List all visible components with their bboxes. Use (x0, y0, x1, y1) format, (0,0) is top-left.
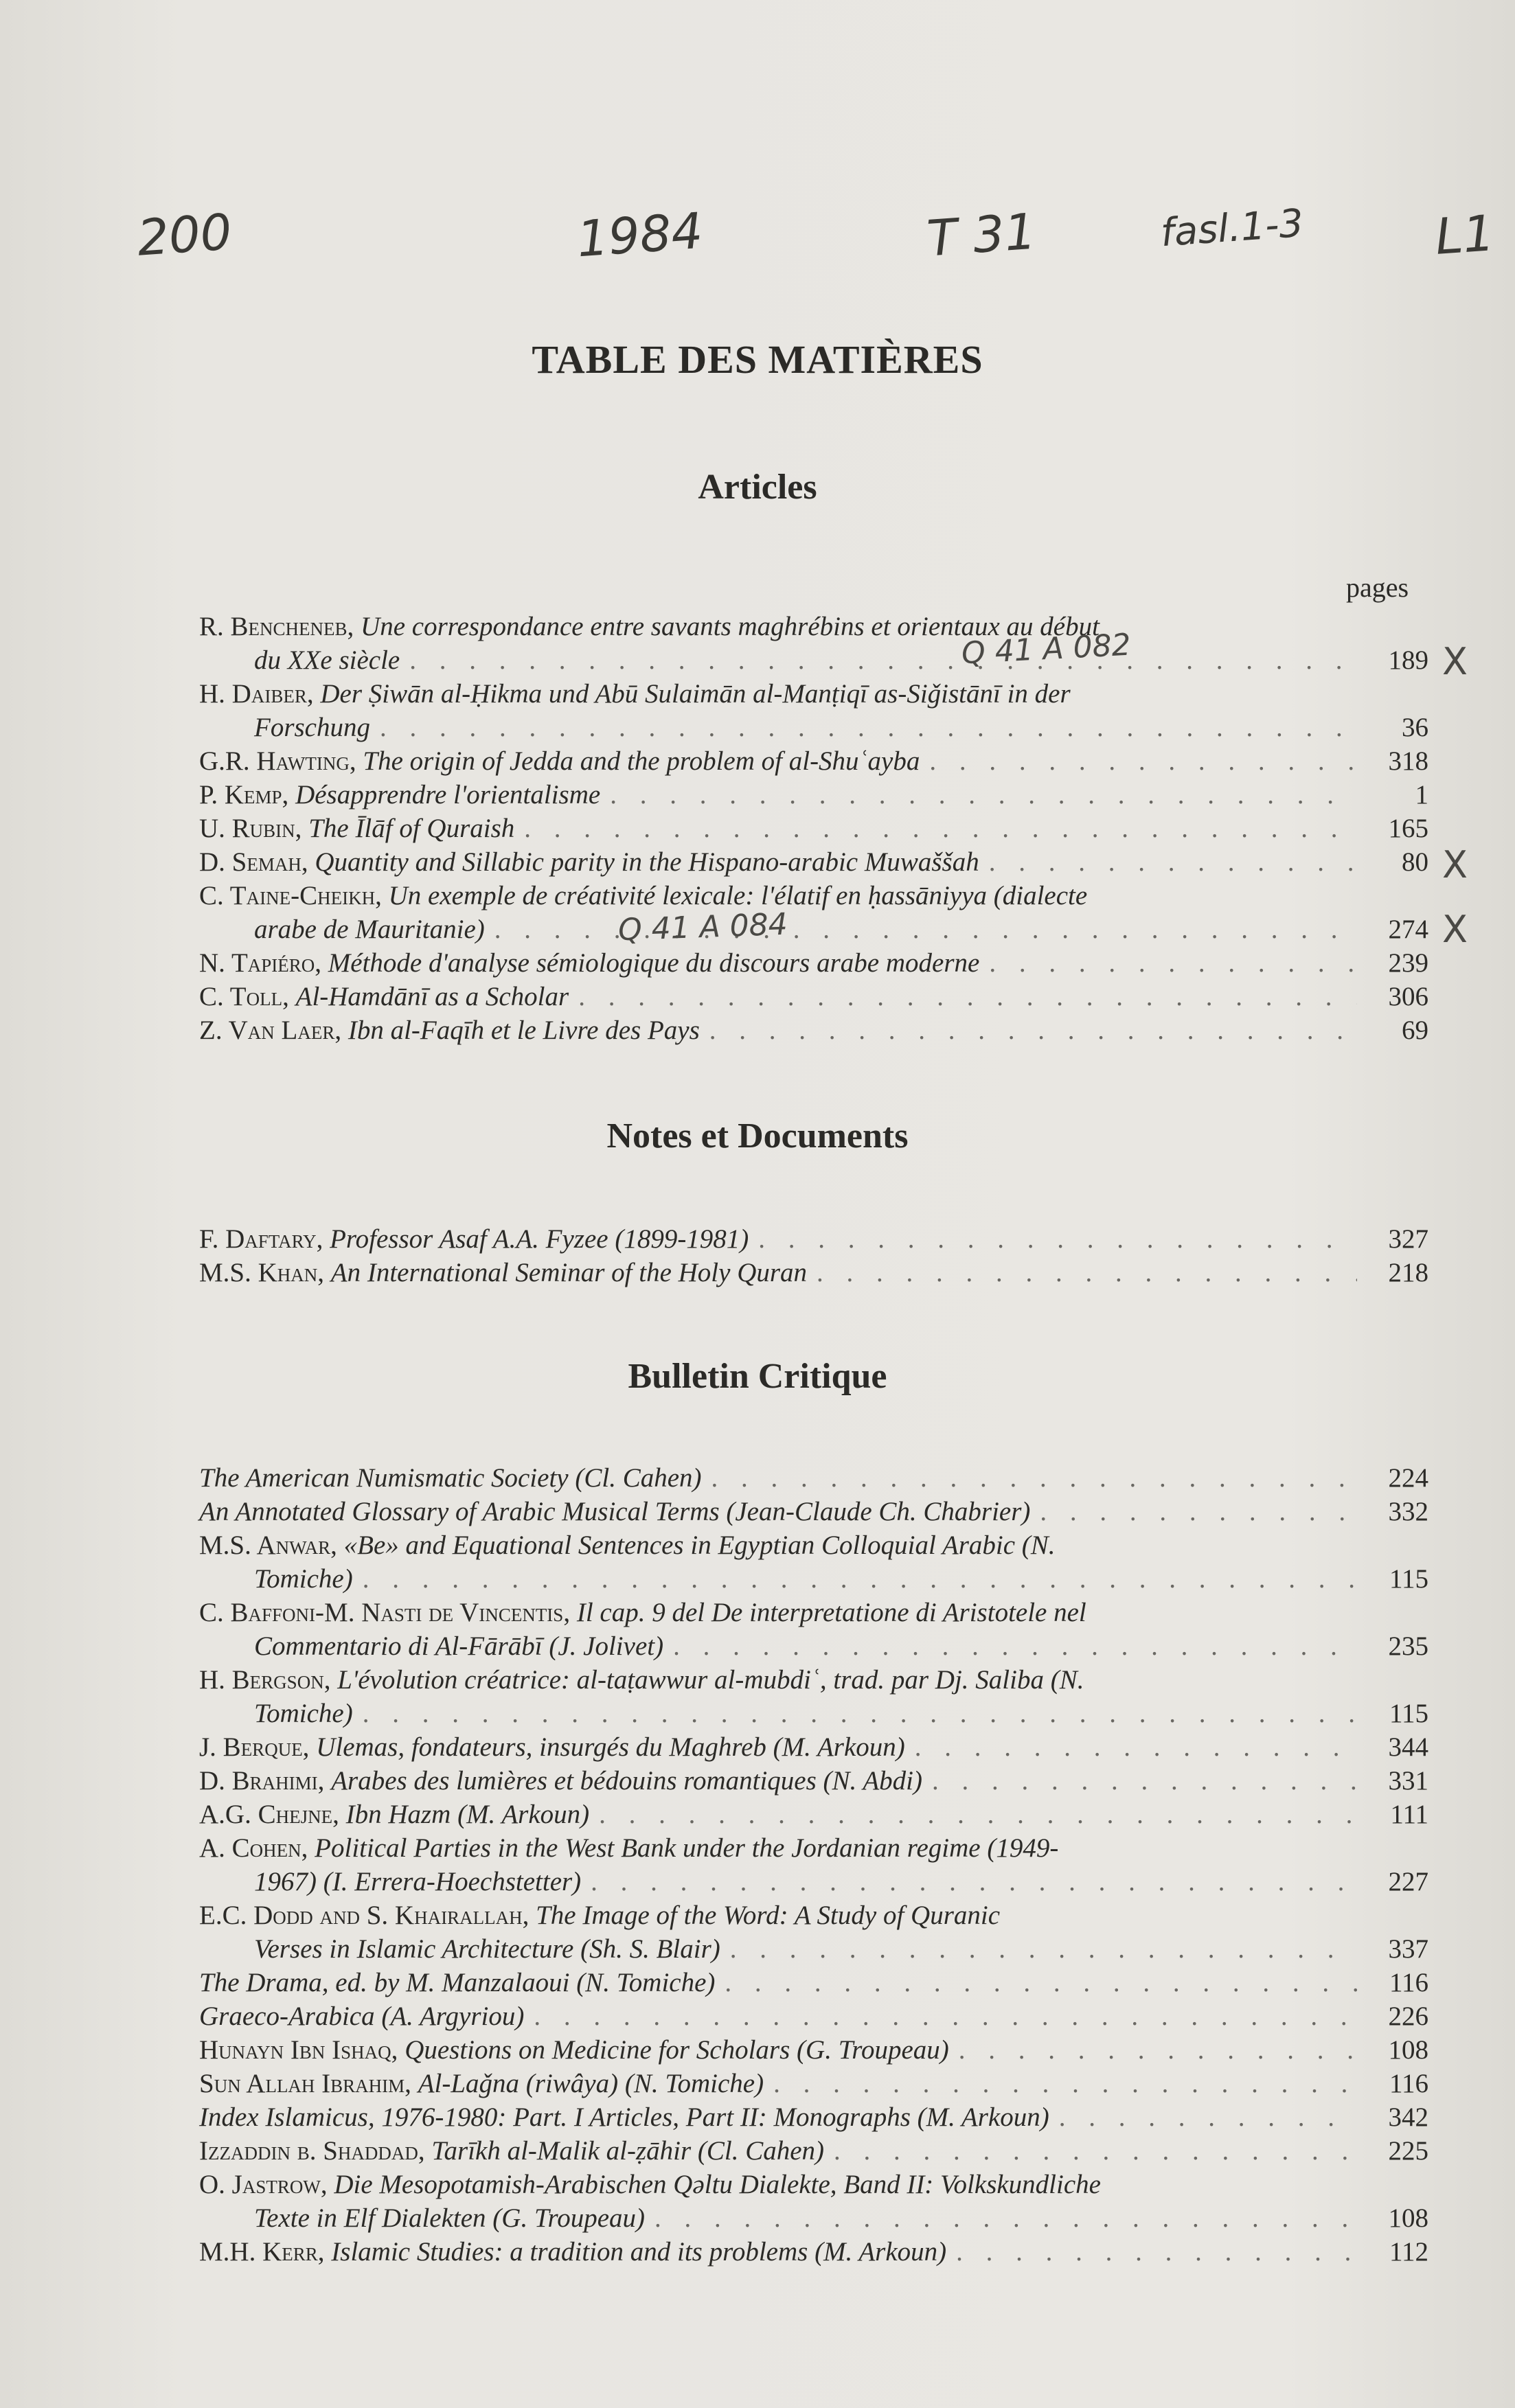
toc-entry-page: 327 (1388, 1224, 1428, 1254)
toc-entry-text (199, 1999, 524, 2033)
pages-column-label: pages (1346, 572, 1409, 603)
toc-entry-title: The Drama, ed. by M. Manzalaoui (N. Tomiche) (199, 1968, 716, 1997)
toc-entry-title: Al-Laǧna (riwâya) (N. Tomiche) (418, 2069, 764, 2098)
toc-entry-line (199, 1730, 1428, 1764)
toc-entry-title: Der Ṣiwān al-Ḥikma und Abū Sulaimān al-Manṭiqī as-Siǧistānī in der (320, 679, 1071, 709)
toc-entry-page: 225 (1388, 2136, 1428, 2166)
toc-entry (199, 677, 1428, 744)
toc-entry (199, 1461, 1428, 1495)
leader-dots (380, 711, 1357, 744)
cross-mark-3: X (1442, 908, 1468, 951)
toc-entry-line (199, 2100, 1428, 2134)
leader-dots (989, 946, 1357, 980)
toc-entry (199, 1256, 1428, 1289)
toc-entry-title: Political Parties in the West Bank under the Jordanian regime (1949- (315, 1833, 1059, 1863)
toc-entry-page: 108 (1388, 2203, 1428, 2233)
toc-entry-text (199, 2033, 949, 2067)
toc-entry-title: Tarīkh al-Malik al-ẓāhir (Cl. Cahen) (431, 2136, 825, 2166)
toc-entry-text (199, 980, 569, 1013)
leader-dots (1059, 2100, 1357, 2134)
toc-entry-title: Quantity and Sillabic parity in the Hispano-arabic Muwaššah (315, 847, 979, 877)
leader-dots (959, 2033, 1357, 2067)
toc-entry-page: 116 (1389, 1968, 1428, 1997)
toc-entry-line (199, 1461, 1428, 1495)
handwritten-code: L1 (1433, 204, 1496, 266)
toc-entry-title: Un exemple de créativité lexicale: l'élatif en ḥassāniyya (dialecte (388, 881, 1088, 910)
toc-entry-line (199, 2134, 1428, 2168)
handwritten-year: 1984 (575, 201, 705, 268)
leader-dots (673, 1629, 1357, 1663)
toc-entry (199, 778, 1428, 812)
toc-entry (199, 1831, 1428, 1899)
leader-dots (929, 744, 1357, 778)
toc-entry (199, 1663, 1428, 1730)
toc-entry (199, 2100, 1428, 2134)
toc-entry-text (199, 677, 1071, 711)
toc-entry-line (199, 812, 1428, 845)
toc-entry-text (199, 1562, 353, 1596)
toc-entry-text (199, 1596, 1086, 1629)
toc-entry-author: C. Toll, (199, 982, 296, 1011)
toc-entry (199, 744, 1428, 778)
toc-entry-title: Commentario di Al-Fārābī (J. Jolivet) (254, 1631, 664, 1661)
toc-entry-page: 224 (1388, 1463, 1428, 1493)
toc-entry (199, 879, 1428, 946)
toc-entry-page: 318 (1388, 746, 1428, 776)
toc-entry-author: E.C. Dodd and S. Khairallah, (199, 1901, 536, 1930)
toc-entry (199, 1013, 1428, 1047)
toc-entry-author: Sun Allah Ibrahim, (199, 2069, 418, 2098)
toc-entry-line (199, 1764, 1428, 1798)
toc-entry-title: The Image of the Word: A Study of Quranic (536, 1901, 1001, 1930)
toc-entry (199, 1764, 1428, 1798)
toc-entry-author: F. Daftary, (199, 1224, 330, 1254)
toc-entry-title: Graeco-Arabica (A. Argyriou) (199, 2002, 525, 2031)
toc-entry-line (199, 1256, 1428, 1289)
toc-entry (199, 845, 1428, 879)
leader-dots (599, 1798, 1357, 1831)
toc-entry-line (199, 1629, 1428, 1663)
toc-entry-line (199, 711, 1428, 744)
toc-entry-page: 1 (1415, 780, 1428, 810)
toc-entry-text (199, 1798, 589, 1831)
toc-entry-author: P. Kemp, (199, 780, 296, 810)
toc-entry-author: U. Rubin, (199, 814, 309, 843)
toc-entry-title: arabe de Mauritanie) (254, 915, 485, 944)
toc-entry-text (199, 1495, 1030, 1528)
toc-entry-page: 227 (1388, 1867, 1428, 1896)
leader-dots (709, 1013, 1357, 1047)
toc-entry-page: 115 (1389, 1699, 1428, 1728)
toc-entry (199, 1899, 1428, 1966)
toc-entry-title: Al-Hamdānī as a Scholar (295, 982, 569, 1011)
toc-entry-text (199, 1831, 1058, 1865)
toc-entry-title: The origin of Jedda and the problem of al-Shuʿayba (363, 746, 920, 776)
toc-entry (199, 2134, 1428, 2168)
toc-entry-text (199, 1629, 663, 1663)
toc-entry-title: Die Mesopotamish-Arabischen Qəltu Dialekte, Band II: Volkskundliche (334, 2170, 1101, 2199)
toc-entry-text (199, 2235, 946, 2269)
toc-entry-author: N. Tapiéro, (199, 948, 328, 978)
toc-entry (199, 946, 1428, 980)
toc-entry-line (199, 980, 1428, 1013)
toc-entry-text (199, 812, 514, 845)
leader-dots (363, 1697, 1357, 1730)
handwritten-annotation (135, 200, 1497, 302)
toc-entry-page: 165 (1388, 814, 1428, 843)
toc-entry-line (199, 913, 1428, 946)
toc-entry-author: C. Taine-Cheikh, (199, 881, 389, 910)
toc-entry-author: H. Bergson, (199, 1665, 338, 1695)
leader-dots (610, 778, 1357, 812)
toc-entry-line (199, 2168, 1428, 2201)
toc-entry-text (199, 2201, 645, 2235)
toc-entry-title: Tomiche) (254, 1564, 353, 1594)
toc-entry-text (199, 1013, 700, 1047)
leader-dots (578, 980, 1357, 1013)
toc-entry (199, 610, 1428, 677)
toc-entry-page: 116 (1389, 2069, 1428, 2098)
toc-entry-page: 337 (1388, 1934, 1428, 1964)
toc-entry-title: The American Numismatic Society (Cl. Cahen) (199, 1463, 702, 1493)
leader-dots (409, 643, 1357, 677)
toc-entry-line (199, 1495, 1428, 1528)
toc-entry-title: Méthode d'analyse sémiologique du discours arabe moderne (328, 948, 980, 978)
toc-entry-text (199, 1697, 353, 1730)
toc-entry-page: 111 (1390, 1800, 1428, 1829)
toc-entry-title: Professor Asaf A.A. Fyzee (1899-1981) (330, 1224, 749, 1254)
leader-dots (989, 845, 1357, 879)
toc-entry-line (199, 744, 1428, 778)
toc-entry-title: Index Islamicus, 1976-1980: Part. I Articles, Part II: Monographs (M. Arkoun) (199, 2102, 1049, 2132)
toc-entry-line (199, 1596, 1428, 1629)
leader-dots (654, 2201, 1357, 2235)
bulletin-list (199, 1461, 1428, 2269)
toc-entry-line (199, 2033, 1428, 2067)
toc-entry-text (199, 1461, 702, 1495)
toc-entry-text (199, 2067, 764, 2100)
toc-entry-text (199, 1222, 749, 1256)
toc-entry-line (199, 946, 1428, 980)
section-heading-articles: Articles (698, 468, 817, 507)
leader-dots (773, 2067, 1357, 2100)
toc-entry-text (199, 913, 485, 946)
toc-entry-title: L'évolution créatrice: al-taṭawwur al-mubdiʿ, trad. par Dj. Saliba (N. (337, 1665, 1084, 1695)
toc-entry-author: H. Daiber, (199, 679, 321, 709)
handwritten-fascicle: fasl.1-3 (1159, 200, 1306, 256)
toc-entry-text (199, 744, 920, 778)
toc-entry-title: The Īlāf of Quraish (308, 814, 515, 843)
toc-entry-author: M.S. Anwar, (199, 1530, 344, 1560)
toc-entry-title: Verses in Islamic Architecture (Sh. S. Blair) (254, 1934, 720, 1964)
toc-entry-page: 108 (1388, 2035, 1428, 2065)
toc-entry-title: Il cap. 9 del De interpretatione di Aristotele nel (576, 1598, 1086, 1627)
leader-dots (363, 1562, 1357, 1596)
toc-entry-text (199, 643, 400, 677)
toc-entry-author: J. Berque, (199, 1732, 317, 1762)
toc-entry (199, 2033, 1428, 2067)
toc-entry-author: Izzaddin b. Shaddad, (199, 2136, 432, 2166)
toc-entry-line (199, 1899, 1428, 1932)
toc-entry-page: 218 (1388, 1258, 1428, 1287)
leader-dots (817, 1256, 1357, 1289)
toc-entry-text (199, 879, 1087, 913)
toc-entry-title: Ulemas, fondateurs, insurgés du Maghreb (M. Arkoun) (316, 1732, 905, 1762)
toc-entry-page: 306 (1388, 982, 1428, 1011)
toc-entry-title: Désapprendre l'orientalisme (295, 780, 601, 810)
toc-entry-title: Islamic Studies: a tradition and its problems (M. Arkoun) (331, 2237, 947, 2267)
toc-entry (199, 2235, 1428, 2269)
toc-entry-title: An Annotated Glossary of Arabic Musical Terms (Jean-Claude Ch. Chabrier) (199, 1497, 1031, 1526)
toc-entry-title: An International Seminar of the Holy Quran (330, 1258, 808, 1287)
toc-entry-line (199, 1013, 1428, 1047)
toc-entry-text (199, 2168, 1101, 2201)
toc-entry-title: Questions on Medicine for Scholars (G. Troupeau) (405, 2035, 949, 2065)
toc-entry-page: 226 (1388, 2002, 1428, 2031)
toc-entry (199, 1999, 1428, 2033)
toc-entry-line (199, 1865, 1428, 1899)
toc-entry-page: 189 (1388, 645, 1428, 675)
toc-entry-author: O. Jastrow, (199, 2170, 334, 2199)
toc-entry (199, 2168, 1428, 2235)
toc-entry-line (199, 1798, 1428, 1831)
toc-entry-author: M.H. Kerr, (199, 2237, 332, 2267)
toc-entry-author: D. Semah, (199, 847, 315, 877)
toc-entry (199, 1495, 1428, 1528)
toc-entry-author: A. Cohen, (199, 1833, 315, 1863)
leader-dots (758, 1222, 1357, 1256)
leader-dots (834, 2134, 1357, 2168)
toc-entry-page: 239 (1388, 948, 1428, 978)
toc-entry-line (199, 1562, 1428, 1596)
toc-entry-text (199, 1764, 922, 1798)
leader-dots (711, 1461, 1358, 1495)
toc-entry-line (199, 1831, 1428, 1865)
toc-entry-page: 36 (1402, 713, 1428, 742)
toc-entry-title: «Be» and Equational Sentences in Egyptian Colloquial Arabic (N. (343, 1530, 1056, 1560)
toc-entry-text (199, 845, 979, 879)
toc-entry-line (199, 778, 1428, 812)
leader-dots (1040, 1495, 1357, 1528)
toc-entry-title: Arabes des lumières et bédouins romantiques (N. Abdi) (331, 1766, 922, 1796)
toc-entry-page: 331 (1388, 1766, 1428, 1796)
toc-entry-page: 115 (1389, 1564, 1428, 1594)
toc-entry-text (199, 1663, 1084, 1697)
toc-entry (199, 812, 1428, 845)
toc-entry-title: Texte in Elf Dialekten (G. Troupeau) (254, 2203, 646, 2233)
toc-entry-title: du XXe siècle (254, 645, 400, 675)
toc-entry-text (199, 1966, 715, 1999)
section-heading-bulletin: Bulletin Critique (628, 1357, 887, 1396)
toc-entry-page: 274 (1388, 915, 1428, 944)
toc-entry-author: Z. Van Laer, (199, 1016, 348, 1045)
handwritten-mark-1: Q 41 A 082 (960, 627, 1132, 672)
toc-entry (199, 2067, 1428, 2100)
toc-entry-title: Une correspondance entre savants maghrébins et orientaux au début (361, 612, 1100, 641)
handwritten-volume: T 31 (925, 202, 1038, 268)
toc-entry-line (199, 1663, 1428, 1697)
toc-entry-page: 112 (1389, 2237, 1428, 2267)
toc-entry-author: D. Brahimi, (199, 1766, 332, 1796)
leader-dots (524, 812, 1357, 845)
toc-entry-page: 332 (1388, 1497, 1428, 1526)
toc-entry-line (199, 1697, 1428, 1730)
articles-list (199, 610, 1428, 1047)
cross-mark-1: X (1442, 640, 1468, 683)
toc-entry-line (199, 1932, 1428, 1966)
toc-entry-title: Tomiche) (254, 1699, 353, 1728)
toc-entry-line (199, 845, 1428, 879)
toc-entry-text (199, 1899, 1000, 1932)
toc-entry-line (199, 1222, 1428, 1256)
toc-entry-title: Ibn Hazm (M. Arkoun) (345, 1800, 590, 1829)
toc-entry (199, 1966, 1428, 1999)
toc-entry-author: C. Baffoni-M. Nasti de Vincentis, (199, 1598, 577, 1627)
leader-dots (932, 1764, 1357, 1798)
toc-entry-line (199, 1966, 1428, 1999)
cross-mark-2: X (1442, 843, 1468, 886)
toc-entry (199, 1222, 1428, 1256)
leader-dots (956, 2235, 1357, 2269)
toc-entry-text (199, 778, 600, 812)
toc-entry-author: A.G. Chejne, (199, 1800, 346, 1829)
page-title: TABLE DES MATIÈRES (532, 337, 983, 382)
toc-entry-line (199, 2201, 1428, 2235)
notes-list (199, 1222, 1428, 1289)
toc-entry-page: 235 (1388, 1631, 1428, 1661)
toc-entry-text (199, 1730, 905, 1764)
toc-entry-line (199, 677, 1428, 711)
toc-entry-author: G.R. Hawting, (199, 746, 363, 776)
toc-entry-line (199, 2067, 1428, 2100)
toc-entry-page: 69 (1402, 1016, 1428, 1045)
toc-entry-text (199, 2134, 824, 2168)
toc-entry-text (199, 711, 370, 744)
leader-dots (915, 1730, 1357, 1764)
toc-entry-line (199, 1528, 1428, 1562)
toc-entry-text (199, 1932, 720, 1966)
toc-entry-text (199, 946, 979, 980)
toc-entry-author: R. Bencheneb, (199, 612, 361, 641)
leader-dots (730, 1932, 1357, 1966)
handwritten-shelf: 200 (135, 203, 234, 267)
toc-entry-line (199, 879, 1428, 913)
toc-entry-text (199, 1865, 581, 1899)
toc-entry-text (199, 2100, 1049, 2134)
toc-entry (199, 980, 1428, 1013)
toc-entry-line (199, 610, 1428, 643)
toc-entry (199, 1528, 1428, 1596)
toc-entry-page: 342 (1388, 2102, 1428, 2132)
toc-entry-author: Hunayn Ibn Ishaq, (199, 2035, 405, 2065)
toc-entry (199, 1798, 1428, 1831)
section-heading-notes: Notes et Documents (606, 1116, 909, 1156)
toc-entry-text (199, 1528, 1056, 1562)
toc-entry (199, 1596, 1428, 1663)
toc-entry-title: Forschung (254, 713, 370, 742)
toc-entry-page: 344 (1388, 1732, 1428, 1762)
toc-entry-title: Ibn al-Faqīh et le Livre des Pays (348, 1016, 700, 1045)
toc-entry-line (199, 1999, 1428, 2033)
toc-entry-title: 1967) (I. Errera-Hoechstetter) (254, 1867, 582, 1896)
leader-dots (725, 1966, 1357, 1999)
toc-entry-line (199, 2235, 1428, 2269)
toc-entry-page: 80 (1402, 847, 1428, 877)
toc-entry (199, 1730, 1428, 1764)
toc-entry-author: M.S. Khan, (199, 1258, 331, 1287)
leader-dots (534, 1999, 1357, 2033)
toc-entry-line (199, 643, 1428, 677)
handwritten-mark-2: Q 41 A 084 (617, 906, 788, 948)
toc-entry-text (199, 1256, 807, 1289)
leader-dots (591, 1865, 1357, 1899)
